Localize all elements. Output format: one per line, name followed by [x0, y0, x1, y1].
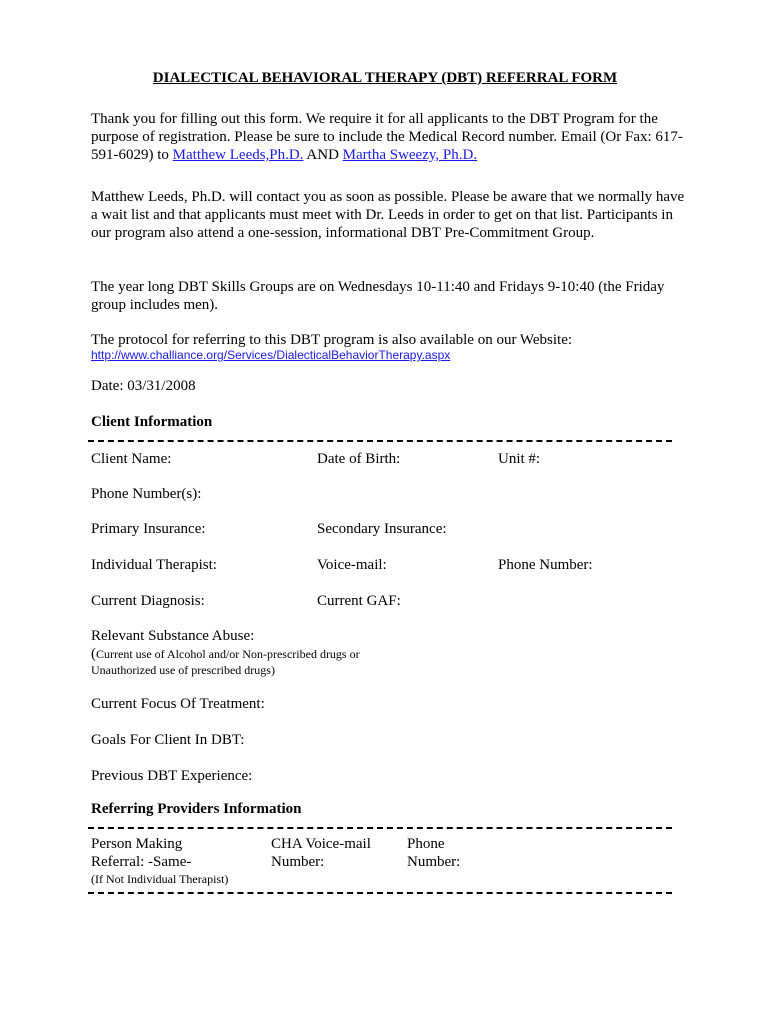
- referring-providers-heading: Referring Providers Information: [91, 801, 302, 817]
- referrer-phone-label-line1: Phone: [407, 836, 445, 852]
- phone-numbers-label: Phone Number(s):: [91, 486, 202, 502]
- primary-insurance-label: Primary Insurance:: [91, 521, 206, 537]
- goals-label: Goals For Client In DBT:: [91, 732, 245, 748]
- client-name-label: Client Name:: [91, 451, 172, 467]
- unit-number-label: Unit #:: [498, 451, 541, 467]
- substance-note-paren: (: [91, 646, 96, 662]
- intro-paragraph: [91, 110, 691, 164]
- section-divider: [88, 827, 672, 829]
- substance-abuse-label: Relevant Substance Abuse:: [91, 628, 255, 644]
- email-link-matthew-leeds[interactable]: Matthew Leeds,Ph.D.: [172, 147, 304, 163]
- referrer-phone-label-line2: Number:: [407, 854, 461, 870]
- previous-dbt-label: Previous DBT Experience:: [91, 768, 253, 784]
- person-making-label-line2: Referral: -Same-: [91, 854, 192, 870]
- current-focus-label: Current Focus Of Treatment:: [91, 696, 265, 712]
- intro-and-text: AND: [303, 147, 343, 163]
- substance-abuse-note: [91, 646, 360, 663]
- secondary-insurance-label: Secondary Insurance:: [317, 521, 447, 537]
- current-diagnosis-label: Current Diagnosis:: [91, 593, 205, 609]
- form-date: Date: 03/31/2008: [91, 378, 196, 394]
- form-title: DIALECTICAL BEHAVIORAL THERAPY (DBT) REFERRAL FORM: [152, 70, 618, 86]
- cha-voicemail-label-line2: Number:: [271, 854, 325, 870]
- section-divider: [88, 892, 672, 894]
- phone-number-label: Phone Number:: [498, 557, 593, 573]
- cha-voicemail-label-line1: CHA Voice-mail: [271, 836, 371, 852]
- protocol-paragraph: The protocol for referring to this DBT program is also available on our Website:: [91, 332, 573, 348]
- substance-note-line1: Current use of Alcohol and/or Non-prescribed drugs or: [96, 647, 360, 661]
- date-of-birth-label: Date of Birth:: [317, 451, 401, 467]
- person-making-label-line1: Person Making: [91, 836, 183, 852]
- section-divider: [88, 440, 672, 442]
- groups-paragraph: The year long DBT Skills Groups are on Wednesdays 10-11:40 and Fridays 9-10:40 (the Friday group includes men).: [91, 279, 665, 313]
- voicemail-label: Voice-mail:: [317, 557, 387, 573]
- current-gaf-label: Current GAF:: [317, 593, 401, 609]
- individual-therapist-label: Individual Therapist:: [91, 557, 217, 573]
- email-link-martha-sweezy[interactable]: Martha Sweezy, Ph.D.: [342, 147, 478, 163]
- client-information-heading: Client Information: [91, 414, 213, 430]
- contact-paragraph: Matthew Leeds, Ph.D. will contact you as soon as possible. Please be aware that we normally have a wait list and that applicants must meet with Dr. Leeds in order to get on that list. Participants in our program also attend a one-session, informational DBT Pre-Commitment Group.: [91, 189, 685, 241]
- substance-note-line2: Unauthorized use of prescribed drugs): [91, 663, 275, 677]
- person-making-note: (If Not Individual Therapist): [91, 872, 229, 886]
- protocol-website-link[interactable]: http://www.challiance.org/Services/DialecticalBehaviorTherapy.aspx: [91, 348, 451, 362]
- intro-text: Thank you for filling out this form. We require it for all applicants to the DBT Program for the purpose of registration. Please be sure to include the Medical Record number. Email (Or Fax: 617-591-6029) to: [91, 111, 683, 163]
